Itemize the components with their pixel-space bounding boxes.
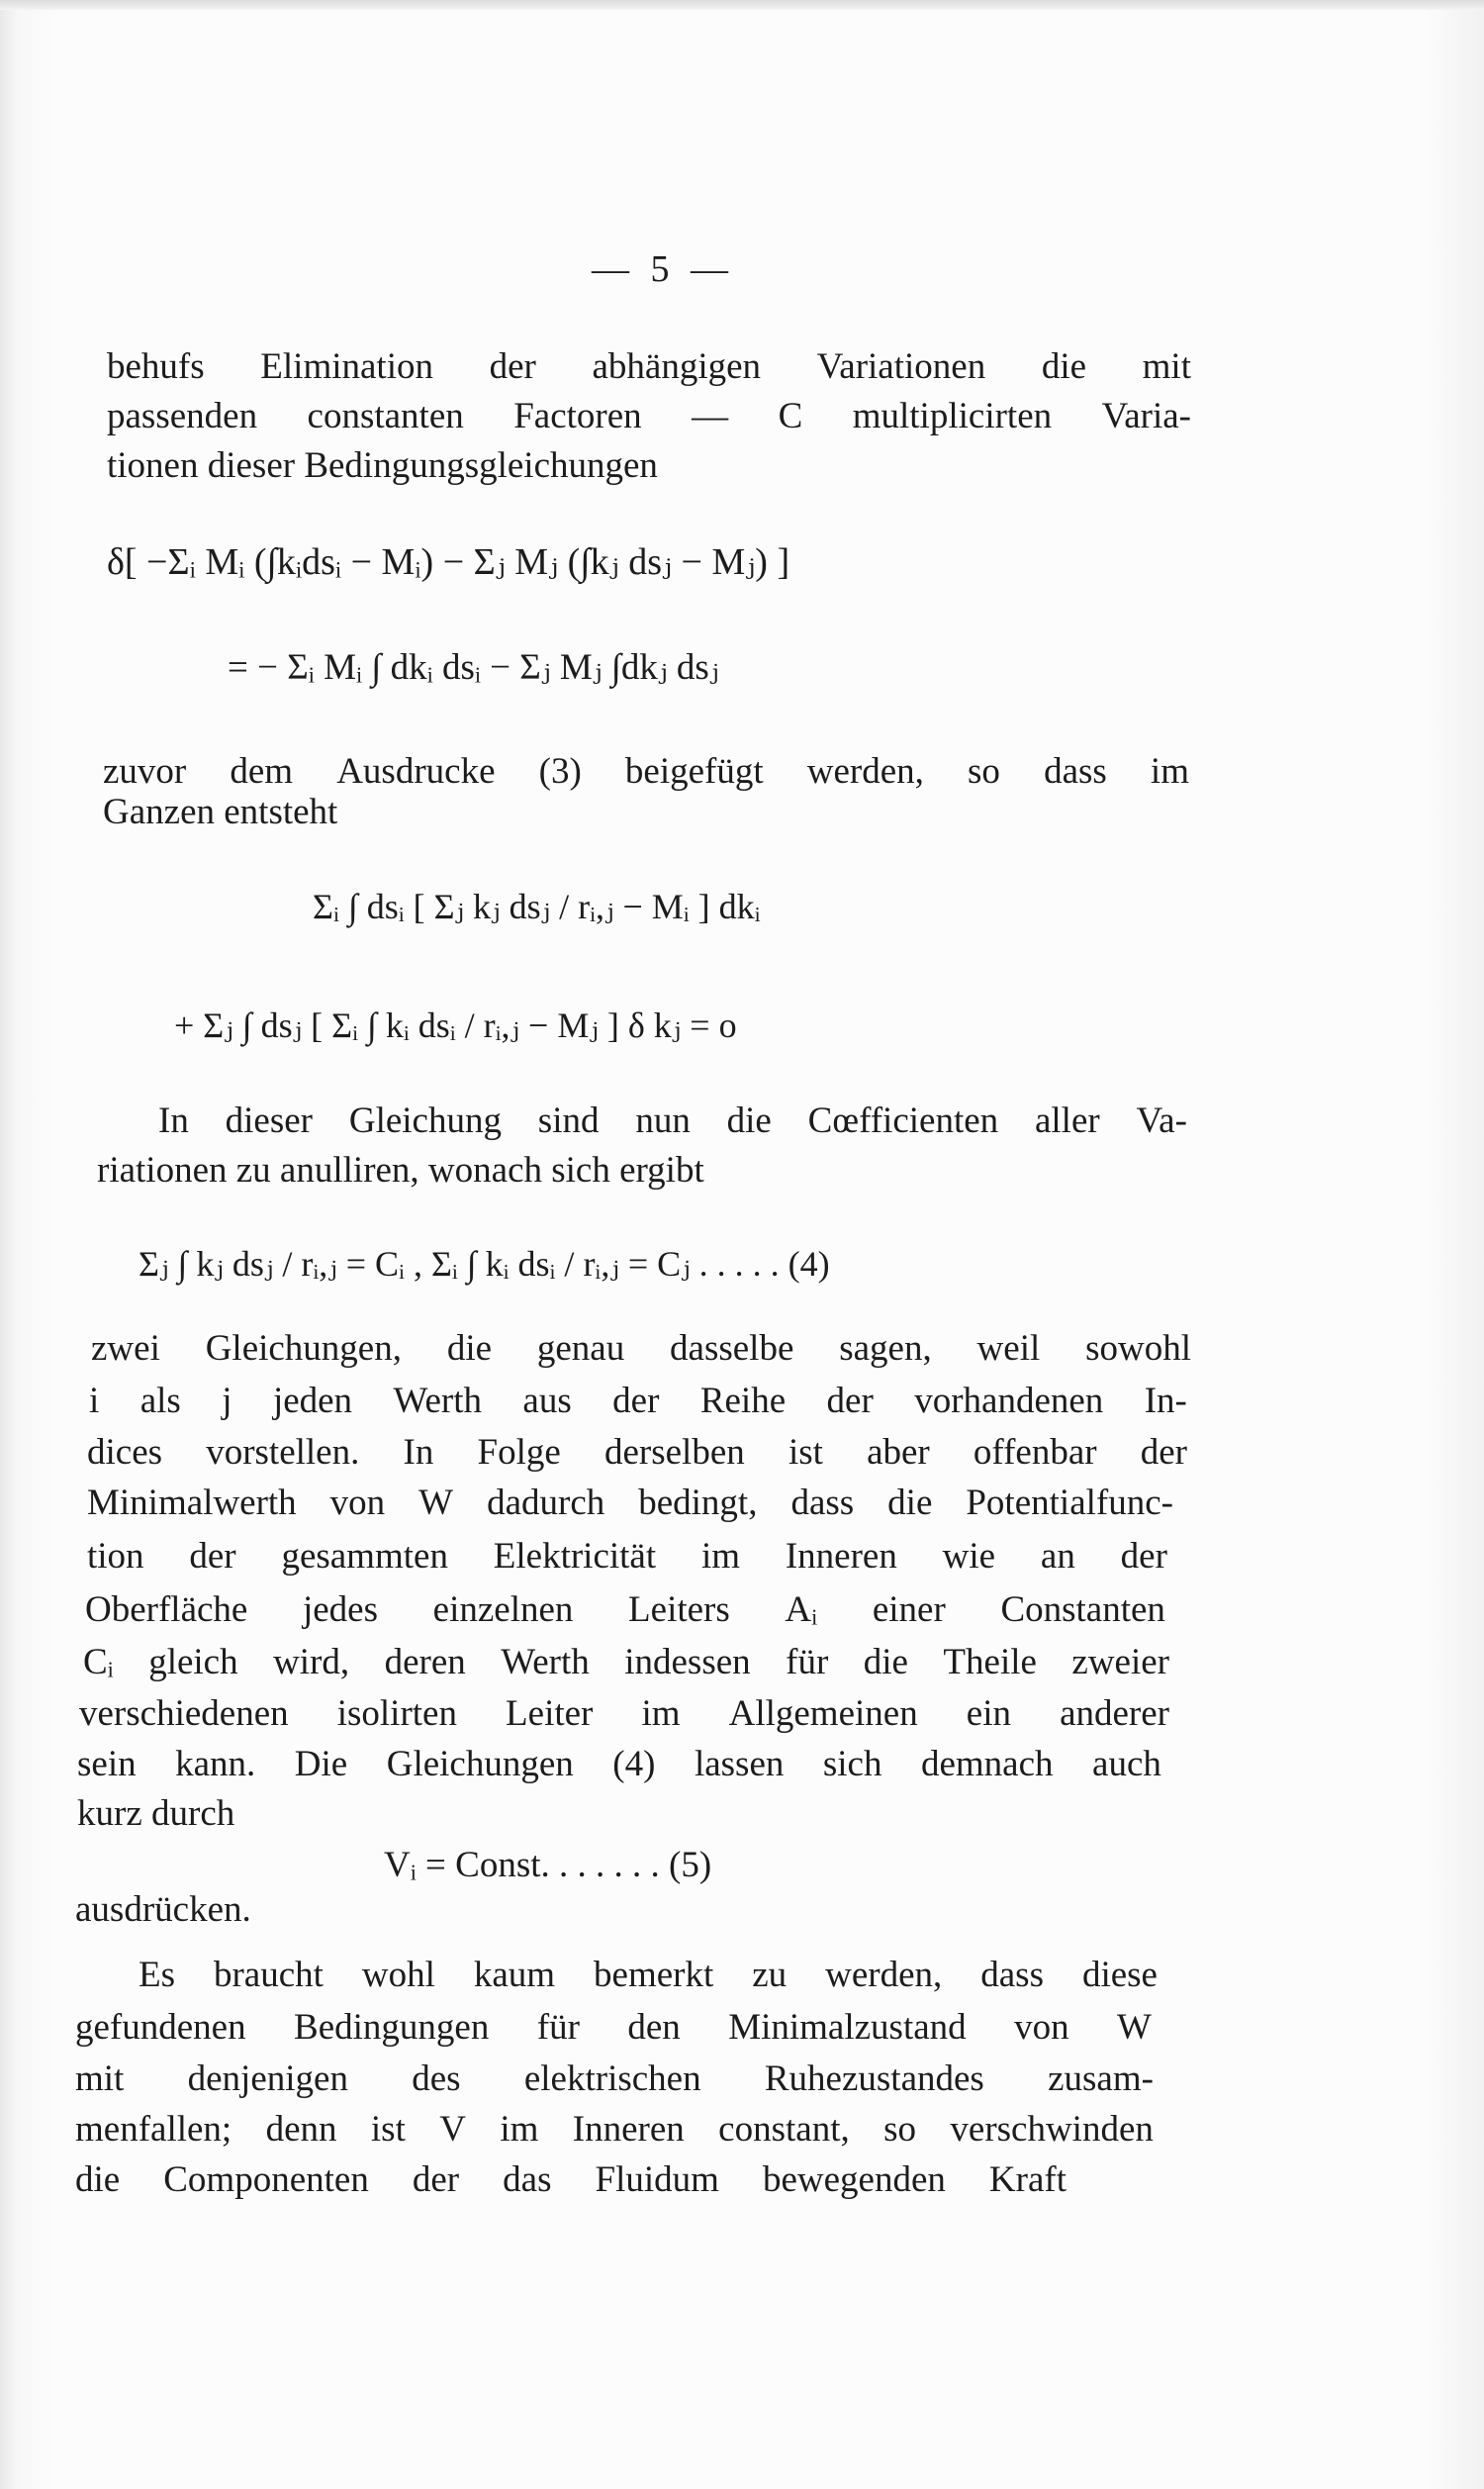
word: der [1140, 1432, 1187, 1473]
word: Gleichungen, [205, 1328, 402, 1369]
word: im [641, 1693, 681, 1734]
word: behufs [107, 346, 205, 387]
word: zwei [91, 1328, 160, 1369]
word: abhängigen [592, 346, 762, 387]
word: vorstellen. [206, 1432, 360, 1473]
word: Elimination [260, 346, 433, 387]
word: Allgemeinen [728, 1693, 918, 1734]
page-number: — 5 — [592, 248, 734, 290]
word: Elektricität [493, 1536, 657, 1577]
word: Inneren [572, 2109, 685, 2150]
word: wohl [361, 1955, 435, 1995]
word: die [887, 1483, 933, 1523]
word: jedes [302, 1589, 379, 1630]
equation-5: Vᵢ = Const. . . . . . . (5) [384, 1845, 712, 1885]
word: Folge [477, 1432, 561, 1473]
word: der [612, 1381, 660, 1421]
word: Constanten [1000, 1589, 1165, 1630]
word: nun [635, 1101, 691, 1141]
word: dasselbe [670, 1328, 794, 1369]
word: multiplicirten [852, 396, 1053, 436]
word: W [418, 1483, 454, 1523]
word: (4) [612, 1744, 656, 1784]
word: ist [370, 2109, 406, 2150]
word: Cœfficienten [807, 1101, 999, 1141]
equation-sum-first: Σᵢ ∫ dsᵢ [ Σⱼ kⱼ dsⱼ / rᵢ,ⱼ − Mᵢ ] dkᵢ [313, 887, 761, 926]
word: derselben [603, 1432, 745, 1473]
word: Ausdrucke [336, 751, 496, 792]
word: deren [384, 1642, 466, 1682]
word: ein [966, 1693, 1011, 1734]
word: genau [536, 1328, 625, 1369]
word: Die [294, 1744, 348, 1784]
word: bemerkt [594, 1955, 714, 1995]
word: Bedingungen [294, 2007, 490, 2048]
word: constanten [307, 396, 464, 436]
word: mit [1142, 346, 1191, 387]
word: — [692, 396, 729, 436]
text-line-6 [158, 1097, 1187, 1146]
word: die [75, 2159, 121, 2200]
word: diese [1081, 1955, 1158, 1995]
word: gesammten [281, 1536, 448, 1577]
word: sein [77, 1744, 137, 1784]
word: den [627, 2007, 681, 2048]
word: menfallen; [75, 2109, 232, 2150]
word: constant, [718, 2109, 850, 2150]
word: wie [942, 1536, 996, 1577]
word: bewegenden [762, 2159, 946, 2200]
word: denjenigen [187, 2058, 348, 2099]
word: jeden [272, 1381, 353, 1421]
word: aller [1034, 1101, 1100, 1141]
word: werden, [806, 751, 924, 792]
word: Reihe [699, 1381, 787, 1421]
word: der [1120, 1536, 1167, 1577]
word: zweier [1071, 1642, 1169, 1682]
word: dices [87, 1432, 163, 1473]
word: einzelnen [432, 1589, 574, 1630]
word: von [329, 1483, 386, 1523]
word: demnach [920, 1744, 1054, 1784]
word: kann. [175, 1744, 256, 1784]
word: Gleichungen [386, 1744, 574, 1784]
word: C [778, 396, 803, 436]
word: von [1014, 2007, 1069, 2048]
word: Componenten [163, 2159, 369, 2200]
word: offenbar [973, 1432, 1097, 1473]
word: verschiedenen [79, 1693, 289, 1734]
word: braucht [213, 1955, 324, 1995]
word: zusam- [1048, 2058, 1154, 2099]
equation-4: Σⱼ ∫ kⱼ dsⱼ / rᵢ,ⱼ = Cᵢ , Σᵢ ∫ kᵢ dsᵢ / rᵢ,ⱼ = Cⱼ . . . . . (4) [139, 1244, 830, 1284]
word: Variationen [816, 346, 986, 387]
word: In [403, 1432, 434, 1473]
word: an [1040, 1536, 1075, 1577]
word: gleich [148, 1642, 238, 1682]
word: aber [867, 1432, 930, 1473]
word: W [1117, 2007, 1152, 2048]
word: j [222, 1381, 232, 1421]
word: Oberfläche [85, 1589, 248, 1630]
word: Leiter [506, 1693, 594, 1734]
word: Werth [501, 1642, 590, 1682]
word: die [863, 1642, 908, 1682]
text-line-5: Ganzen entsteht [103, 792, 338, 832]
word: Ruhezustandes [764, 2058, 984, 2099]
word: einer [872, 1589, 946, 1630]
word: sich [822, 1744, 882, 1784]
word: Aᵢ [785, 1589, 818, 1630]
word: beigefügt [624, 751, 764, 792]
text-line-8 [91, 1324, 1191, 1374]
word: auch [1092, 1744, 1161, 1784]
text-line-10 [87, 1428, 1187, 1478]
text-line-18: ausdrücken. [75, 1889, 251, 1930]
word: Fluidum [595, 2159, 719, 2200]
word: Varia- [1101, 396, 1191, 436]
text-line-16 [77, 1740, 1161, 1789]
word: Va- [1136, 1101, 1187, 1141]
word: indessen [624, 1642, 751, 1682]
text-line-1 [107, 342, 1191, 392]
text-line-15 [79, 1689, 1169, 1739]
text-line-2 [107, 392, 1191, 441]
word: aus [522, 1381, 572, 1421]
word: wird, [273, 1642, 350, 1682]
text-line-23 [75, 2155, 1067, 2205]
word: Potentialfunc- [966, 1483, 1173, 1523]
word: dass [1044, 751, 1107, 792]
word: der [489, 346, 536, 387]
text-line-12 [87, 1532, 1167, 1581]
equation-variation-result: = − Σᵢ Mᵢ ∫ dkᵢ dsᵢ − Σⱼ Mⱼ ∫dkⱼ dsⱼ [228, 647, 719, 688]
word: Factoren [513, 396, 642, 436]
word: lassen [694, 1744, 785, 1784]
text-line-13 [85, 1585, 1165, 1635]
word: werden, [825, 1955, 943, 1995]
word: weil [976, 1328, 1041, 1369]
word: für [786, 1642, 829, 1682]
text-line-3: tionen dieser Bedingungsgleichungen [107, 445, 658, 486]
word: Inneren [785, 1536, 897, 1577]
word: dass [980, 1955, 1044, 1995]
word: passenden [107, 396, 258, 436]
word: das [503, 2159, 552, 2200]
word: isolirten [336, 1693, 457, 1734]
word: In [158, 1101, 189, 1141]
word: dem [230, 751, 294, 792]
word: i [89, 1381, 100, 1421]
word: die [1041, 346, 1087, 387]
word: verschwinden [950, 2109, 1154, 2150]
word: zu [752, 1955, 788, 1995]
text-line-19 [139, 1951, 1158, 2000]
word: im [700, 1536, 741, 1577]
word: des [412, 2058, 461, 2099]
word: Minimalzustand [728, 2007, 967, 2048]
word: sowohl [1085, 1328, 1191, 1369]
word: zuvor [103, 751, 187, 792]
word: der [412, 2159, 460, 2200]
word: sind [537, 1101, 600, 1141]
word: vorhandenen [914, 1381, 1104, 1421]
equation-variation: δ[ −Σᵢ Mᵢ (∫kᵢdsᵢ − Mᵢ) − Σⱼ Mⱼ (∫kⱼ dsⱼ − Mⱼ) ] [107, 541, 790, 583]
text-line-21 [75, 2055, 1154, 2104]
word: die [446, 1328, 493, 1369]
word: der [826, 1381, 874, 1421]
text-line-14 [83, 1638, 1169, 1687]
text-line-9 [89, 1377, 1187, 1426]
text-line-11 [87, 1479, 1173, 1528]
page-top-edge [0, 0, 1484, 10]
word: Kraft [988, 2159, 1067, 2200]
word: elektrischen [523, 2058, 701, 2099]
word: denn [265, 2109, 337, 2150]
text-line-22 [75, 2105, 1154, 2154]
word: Es [139, 1955, 175, 1995]
word: als [139, 1381, 181, 1421]
word: tion [87, 1536, 144, 1577]
text-line-20 [75, 2003, 1152, 2053]
word: Minimalwerth [87, 1483, 297, 1523]
word: Werth [393, 1381, 482, 1421]
word: mit [75, 2058, 125, 2099]
word: dieser [225, 1101, 314, 1141]
word: ist [788, 1432, 823, 1473]
word: In- [1144, 1381, 1187, 1421]
word: der [189, 1536, 236, 1577]
word: sagen, [839, 1328, 932, 1369]
word: (3) [538, 751, 582, 792]
word: so [968, 751, 1000, 792]
word: im [1150, 751, 1189, 792]
word: Theile [943, 1642, 1037, 1682]
word: für [536, 2007, 580, 2048]
word: dass [790, 1483, 855, 1523]
word: gefundenen [75, 2007, 246, 2048]
word: im [500, 2109, 539, 2150]
equation-sum-second: + Σⱼ ∫ dsⱼ [ Σᵢ ∫ kᵢ dsᵢ / rᵢ,ⱼ − Mⱼ ] δ kⱼ = o [174, 1005, 737, 1045]
word: so [883, 2109, 917, 2150]
word: bedingt, [638, 1483, 758, 1523]
text-line-17: kurz durch [77, 1793, 235, 1834]
word: anderer [1060, 1693, 1169, 1734]
word: die [726, 1101, 772, 1141]
word: Gleichung [348, 1101, 502, 1141]
word: kaum [473, 1955, 556, 1995]
word: V [439, 2109, 466, 2150]
word: Cᵢ [83, 1642, 114, 1682]
word: dadurch [487, 1483, 605, 1523]
text-line-7: riationen zu anulliren, wonach sich ergibt [97, 1150, 704, 1191]
word: Leiters [628, 1589, 730, 1630]
